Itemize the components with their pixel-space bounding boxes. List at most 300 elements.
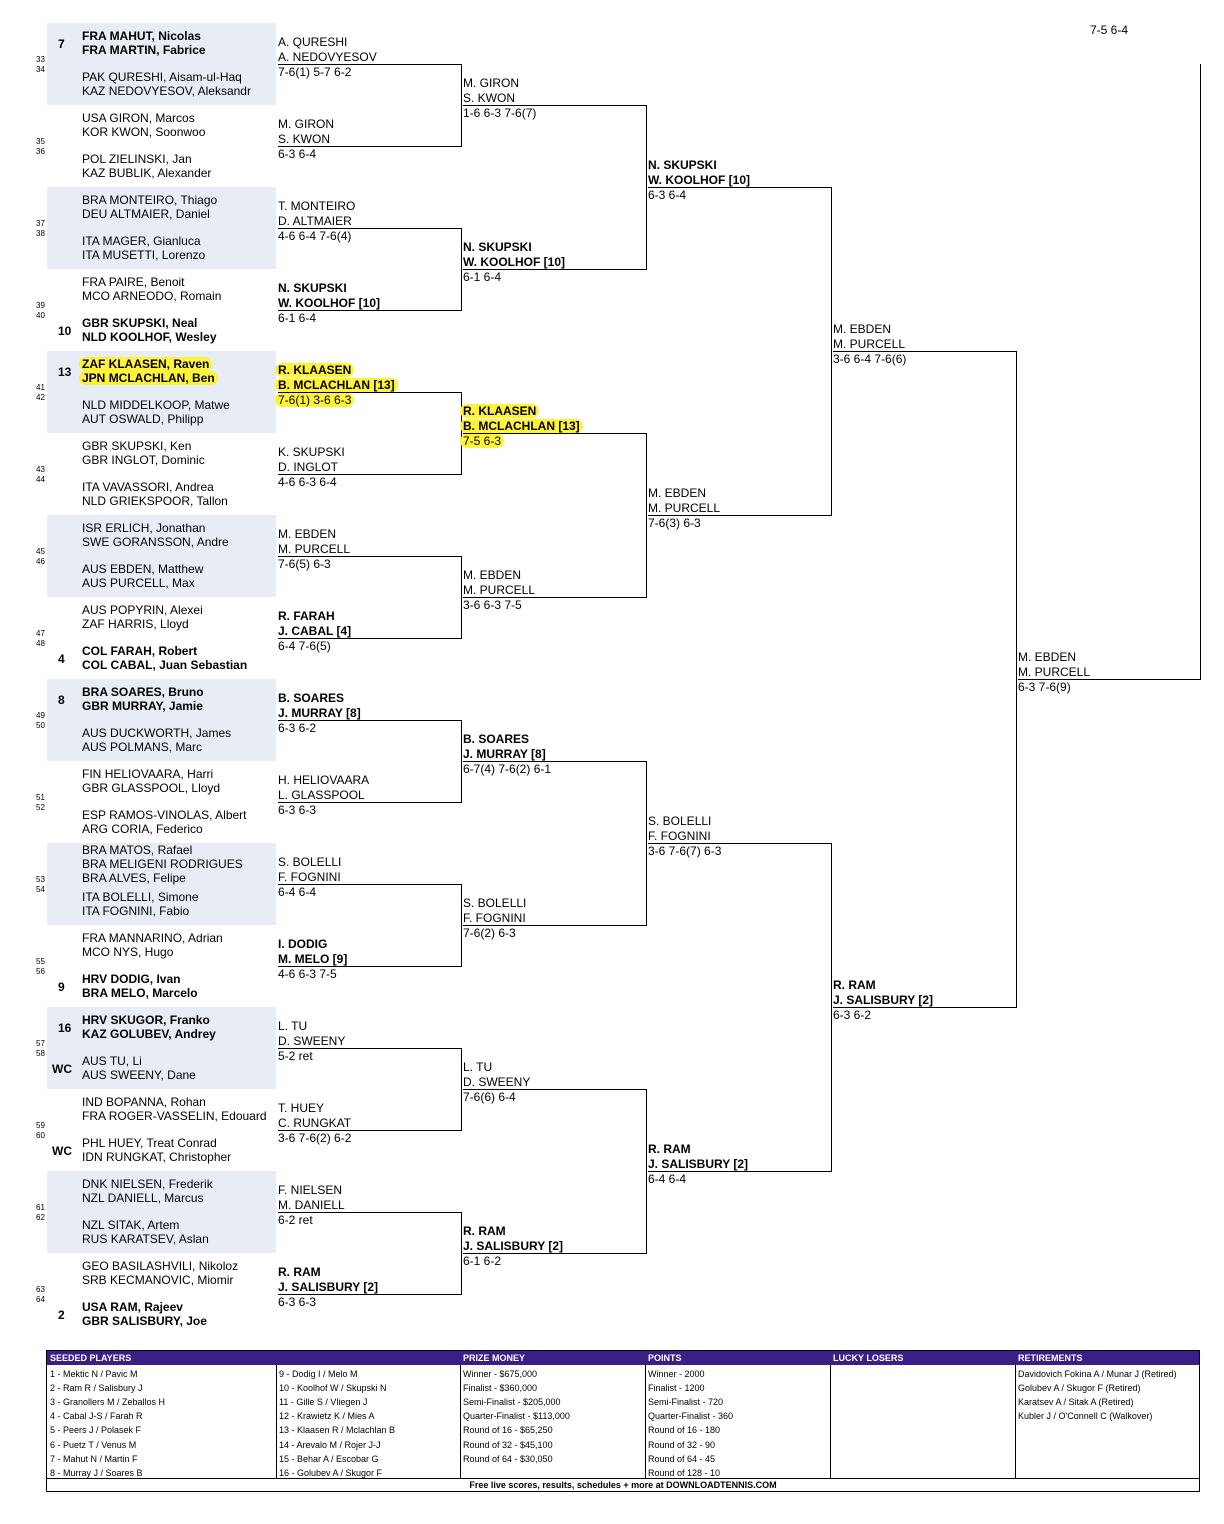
team-player-row xyxy=(82,658,247,672)
prize-money-item: Round of 16 - $65,250 xyxy=(463,1425,553,1436)
draw-number: 36 xyxy=(36,147,45,156)
prize-money-item: Semi-Finalist - $205,000 xyxy=(463,1397,561,1408)
winner-line-2 xyxy=(278,1198,345,1212)
player-entry xyxy=(82,535,229,549)
winner-name-2: D. SWEENY xyxy=(278,1034,346,1048)
draw-number: 41 xyxy=(36,383,45,392)
seeded-team: 7 - Mahut N / Martin F xyxy=(50,1453,138,1464)
draw-number: 57 xyxy=(36,1039,45,1048)
match-score xyxy=(278,229,351,243)
player-entry xyxy=(82,1300,183,1314)
winner-line-1 xyxy=(648,1142,691,1156)
player-entry xyxy=(82,521,205,535)
player-entry xyxy=(82,70,242,84)
draw-number: 45 xyxy=(36,547,45,556)
player-entry xyxy=(82,562,203,576)
country-code: NLD xyxy=(82,494,107,508)
country-code: COL xyxy=(82,658,108,672)
team-player-row xyxy=(82,931,223,945)
country-code: FIN xyxy=(82,767,102,781)
winner-name-1: B. SOARES xyxy=(278,691,345,705)
draw-number: 58 xyxy=(36,1049,45,1058)
points-item: Round of 16 - 180 xyxy=(648,1425,721,1436)
bracket-connector xyxy=(461,884,462,967)
draw-number: 43 xyxy=(36,465,45,474)
team-player-row xyxy=(82,1150,231,1164)
player-name: ALVES, Felipe xyxy=(108,871,186,885)
country-code: SWE xyxy=(82,535,110,549)
country-code: AUS xyxy=(82,562,107,576)
points-item: Semi-Finalist - 720 xyxy=(648,1397,724,1408)
team-player-row xyxy=(82,843,192,857)
winner-line-2 xyxy=(833,993,933,1007)
player-entry xyxy=(82,248,205,262)
bracket-line xyxy=(278,1212,461,1213)
winner-name-1: K. SKUPSKI xyxy=(278,445,345,459)
team-player-row xyxy=(82,1218,179,1232)
match-score xyxy=(278,393,354,407)
country-code: AUS xyxy=(82,740,107,754)
winner-line-2 xyxy=(463,1239,563,1253)
winner-line-1 xyxy=(1018,650,1076,664)
winner-line-2 xyxy=(463,911,526,925)
winner-line-1 xyxy=(833,978,876,992)
winner-name-2: S. KWON xyxy=(463,91,516,105)
winner-name-1: T. MONTEIRO xyxy=(278,199,356,213)
draw-number: 52 xyxy=(36,803,45,812)
score-text: 3-6 6-4 7-6(6) xyxy=(833,352,907,366)
draw-number: 51 xyxy=(36,793,45,802)
winner-name-2: M. PURCELL xyxy=(1018,665,1091,679)
country-code: ITA xyxy=(82,234,100,248)
seed-label: 2 xyxy=(58,1308,65,1322)
country-code: KAZ xyxy=(82,1027,107,1041)
player-name: SWEENY, Dane xyxy=(110,1068,196,1082)
player-entry xyxy=(82,808,247,822)
player-entry xyxy=(82,125,205,139)
player-entry xyxy=(82,617,189,631)
match-score xyxy=(463,1090,516,1104)
match-score xyxy=(648,1172,686,1186)
bracket-line xyxy=(278,884,461,885)
team-player-row xyxy=(82,1300,183,1314)
bracket-line xyxy=(463,925,646,926)
retirement-item: Davidovich Fokina A / Munar J (Retired) xyxy=(1018,1369,1177,1379)
winner-name-1: M. EBDEN xyxy=(833,322,892,336)
seeded-team: 5 - Peers J / Polasek F xyxy=(50,1425,142,1436)
player-entry xyxy=(82,480,214,494)
country-code: BRA xyxy=(82,193,107,207)
score-text: 3-6 7-6(7) 6-3 xyxy=(648,844,722,858)
bracket-line xyxy=(278,556,461,557)
winner-line-1 xyxy=(463,76,519,90)
player-entry xyxy=(82,871,186,885)
seeded-team: 11 - Gille S / Vliegen J xyxy=(279,1397,368,1408)
winner-name-2: J. MURRAY [8] xyxy=(278,706,361,720)
bracket-line xyxy=(648,1171,831,1172)
bracket-line xyxy=(463,269,646,270)
player-name: BOLELLI, Simone xyxy=(102,890,199,904)
player-entry xyxy=(82,1259,238,1273)
player-entry xyxy=(82,316,197,330)
winner-name-2: J. SALISBURY [2] xyxy=(463,1239,564,1253)
seeded-team: 2 - Ram R / Salisbury J xyxy=(50,1383,143,1394)
player-entry xyxy=(82,658,247,672)
draw-number: 47 xyxy=(36,629,45,638)
country-code: GBR xyxy=(82,453,109,467)
winner-name-1: S. BOLELLI xyxy=(278,855,342,869)
winner-line-1 xyxy=(278,281,347,295)
winner-line-1 xyxy=(278,1101,324,1115)
country-code: USA xyxy=(82,1300,107,1314)
winner-line-2 xyxy=(463,419,583,433)
winner-line-2 xyxy=(278,788,365,802)
winner-name-1: R. KLAASEN xyxy=(275,363,354,377)
score-text: 6-3 6-3 xyxy=(278,1295,317,1309)
player-entry xyxy=(82,289,221,303)
seed-label: 4 xyxy=(58,652,65,666)
score-text: 7-6(2) 6-3 xyxy=(463,926,516,940)
team-player-row xyxy=(82,494,228,508)
player-name: BOPANNA, Rohan xyxy=(106,1095,206,1109)
match-score xyxy=(463,1254,501,1268)
player-name: FARAH, Robert xyxy=(110,644,198,658)
team-player-row xyxy=(82,234,201,248)
draw-number: 38 xyxy=(36,229,45,238)
team-player-row xyxy=(82,84,251,98)
player-name: SKUPSKI, Neal xyxy=(112,316,198,330)
winner-name-1: M. EBDEN xyxy=(1018,650,1077,664)
draw-number: 60 xyxy=(36,1131,45,1140)
prize-money-item: Finalist - $360,000 xyxy=(463,1383,538,1394)
bracket-line xyxy=(278,310,461,311)
winner-line-1 xyxy=(463,1224,506,1238)
player-name: BUBLIK, Alexander xyxy=(108,166,212,180)
player-entry xyxy=(82,1177,213,1191)
team-player-row xyxy=(82,521,205,535)
winner-line-2 xyxy=(278,870,341,884)
winner-line-1 xyxy=(463,568,521,582)
team-player-row xyxy=(82,822,203,836)
winner-line-2 xyxy=(648,1157,748,1171)
winner-name-2: M. PURCELL xyxy=(833,337,906,351)
team-player-row xyxy=(82,316,197,330)
country-code: AUS xyxy=(82,726,107,740)
player-name: NIELSEN, Frederik xyxy=(110,1177,213,1191)
winner-line-2 xyxy=(278,706,361,720)
winner-line-2 xyxy=(463,255,565,269)
team-player-row xyxy=(82,330,217,344)
player-name: GRIEKSPOOR, Tallon xyxy=(109,494,228,508)
winner-line-2 xyxy=(833,337,905,351)
winner-line-2 xyxy=(463,583,535,597)
player-name: MAHUT, Nicolas xyxy=(109,29,201,43)
country-code: NLD xyxy=(82,330,107,344)
country-code: FRA xyxy=(82,275,106,289)
score-text: 6-3 7-6(9) xyxy=(1018,680,1071,694)
player-entry xyxy=(82,576,195,590)
score-text: 6-1 6-4 xyxy=(463,270,502,284)
bracket-connector xyxy=(646,433,647,598)
winner-line-2 xyxy=(463,91,515,105)
team-player-row xyxy=(82,685,204,699)
team-player-row xyxy=(82,904,189,918)
player-name: ARNEODO, Romain xyxy=(112,289,222,303)
player-entry xyxy=(82,986,198,1000)
team-player-row xyxy=(82,1259,238,1273)
player-entry xyxy=(82,1218,179,1232)
bracket-line xyxy=(278,1130,461,1131)
country-code: FRA xyxy=(82,931,106,945)
match-score xyxy=(278,639,331,653)
player-entry xyxy=(82,685,204,699)
player-name: MCLACHLAN, Ben xyxy=(108,371,215,385)
country-code: PAK xyxy=(82,70,106,84)
player-name: KLAASEN, Raven xyxy=(108,357,210,371)
score-text: 1-6 6-3 7-6(7) xyxy=(463,106,537,120)
points-item: Finalist - 1200 xyxy=(648,1383,705,1394)
col-lucky-losers xyxy=(830,1365,1016,1478)
player-name: BASILASHVILI, Nikoloz xyxy=(112,1259,239,1273)
winner-line-1 xyxy=(278,1019,307,1033)
draw-number: 40 xyxy=(36,311,45,320)
player-name: DANIELL, Marcus xyxy=(107,1191,204,1205)
winner-name-2: F. FOGNINI xyxy=(463,911,526,925)
winner-name-1: R. FARAH xyxy=(278,609,335,623)
player-name: MONTEIRO, Thiago xyxy=(109,193,218,207)
bracket-line xyxy=(278,64,461,65)
score-text: 4-6 6-4 7-6(4) xyxy=(278,229,352,243)
winner-line-1 xyxy=(278,855,341,869)
bracket-line xyxy=(278,228,461,229)
player-entry xyxy=(82,1150,231,1164)
score-text: 6-4 6-4 xyxy=(648,1172,687,1186)
summary-table-header xyxy=(47,1351,1199,1365)
country-code: ITA xyxy=(82,480,100,494)
bracket-line xyxy=(463,761,646,762)
seeded-team: 6 - Puetz T / Venus M xyxy=(50,1439,137,1450)
seed-label: WC xyxy=(52,1144,72,1158)
winner-line-2 xyxy=(648,829,711,843)
player-entry xyxy=(82,207,210,221)
team-player-row xyxy=(82,166,211,180)
match-score xyxy=(278,1049,313,1063)
bracket-line xyxy=(278,802,461,803)
draw-number: 56 xyxy=(36,967,45,976)
team-player-row xyxy=(82,726,231,740)
player-name: KOOLHOF, Wesley xyxy=(110,330,217,344)
score-text: 7-6(6) 6-4 xyxy=(463,1090,516,1104)
player-name: PAIRE, Benoit xyxy=(108,275,185,289)
player-entry xyxy=(82,494,228,508)
match-score xyxy=(648,844,721,858)
prize-money-item: Round of 32 - $45,100 xyxy=(463,1439,553,1450)
seed-label: WC xyxy=(52,1062,72,1076)
score-text: 6-7(4) 7-6(2) 6-1 xyxy=(463,762,552,776)
bracket-line xyxy=(278,638,461,639)
winner-line-1 xyxy=(648,158,717,172)
player-entry xyxy=(82,29,201,43)
bracket-connector xyxy=(1016,351,1017,1008)
player-name: NYS, Hugo xyxy=(113,945,174,959)
country-code: BRA xyxy=(82,986,108,1000)
winner-name-2: M. PURCELL xyxy=(278,542,351,556)
country-code: USA xyxy=(82,111,107,125)
player-entry xyxy=(82,1068,196,1082)
bracket-connector xyxy=(461,1048,462,1131)
player-entry xyxy=(79,371,218,385)
winner-name-1: M. GIRON xyxy=(463,76,519,90)
country-code: ZAF xyxy=(82,357,106,371)
seeded-team: 1 - Mektic N / Pavic M xyxy=(50,1369,138,1379)
winner-line-2 xyxy=(463,1075,530,1089)
bracket-connector xyxy=(461,556,462,639)
match-score xyxy=(648,516,701,530)
player-name: DUCKWORTH, James xyxy=(110,726,232,740)
team-player-row xyxy=(82,357,212,371)
player-entry xyxy=(82,890,199,904)
country-code: FRA xyxy=(82,29,107,43)
score-text: 4-6 6-3 7-5 xyxy=(278,967,337,981)
score-text: 6-3 6-4 xyxy=(648,188,687,202)
score-text: 6-3 6-2 xyxy=(833,1008,872,1022)
header-retirements: RETIREMENTS xyxy=(1018,1353,1083,1363)
seed-label: 7 xyxy=(58,37,65,51)
country-code: ESP xyxy=(82,808,106,822)
player-name: GLASSPOOL, Lloyd xyxy=(111,781,221,795)
score-text: 6-4 7-6(5) xyxy=(278,639,331,653)
country-code: ISR xyxy=(82,521,103,535)
winner-name-2: B. MCLACHLAN [13] xyxy=(275,378,398,392)
bracket-line xyxy=(463,597,646,598)
winner-line-2 xyxy=(278,1034,345,1048)
match-score xyxy=(463,434,504,448)
bracket-line xyxy=(648,515,831,516)
player-name: POLMANS, Marc xyxy=(110,740,203,754)
country-code: BRA xyxy=(82,685,108,699)
player-entry xyxy=(82,166,211,180)
country-code: BRA xyxy=(82,857,107,871)
match-score xyxy=(278,1213,313,1227)
winner-name-1: N. SKUPSKI xyxy=(278,281,347,295)
team-player-row xyxy=(82,808,247,822)
country-code: GBR xyxy=(82,1314,109,1328)
draw-number: 53 xyxy=(36,875,45,884)
player-name: GOLUBEV, Andrey xyxy=(110,1027,216,1041)
bracket-line xyxy=(278,392,461,393)
winner-line-2 xyxy=(278,132,330,146)
retirement-item: Karatsev A / Sitak A (Retired) xyxy=(1018,1397,1134,1408)
player-name: MURRAY, Jamie xyxy=(112,699,203,713)
bracket-line xyxy=(278,1048,461,1049)
team-player-row xyxy=(82,29,201,43)
winner-name-2: D. SWEENY xyxy=(463,1075,531,1089)
player-entry xyxy=(82,1232,209,1246)
bracket-line xyxy=(648,843,831,844)
team-player-row xyxy=(82,43,206,57)
winner-name-1: N. SKUPSKI xyxy=(648,158,717,172)
team-player-row xyxy=(82,70,242,84)
player-name: KECMANOVIC, Miomir xyxy=(110,1273,234,1287)
country-code: DEU xyxy=(82,207,108,221)
winner-name-2: W. KOOLHOF [10] xyxy=(648,173,750,187)
player-name: MATOS, Rafael xyxy=(109,843,193,857)
points-item: Round of 32 - 90 xyxy=(648,1439,716,1450)
player-entry xyxy=(82,111,195,125)
winner-line-2 xyxy=(278,1116,351,1130)
player-entry xyxy=(82,1136,217,1150)
player-name: KARATSEV, Aslan xyxy=(110,1232,209,1246)
team-player-row xyxy=(82,603,203,617)
seed-label: 10 xyxy=(58,324,72,338)
score-text: 3-6 6-3 7-5 xyxy=(463,598,522,612)
winner-name-1: S. BOLELLI xyxy=(463,896,527,910)
player-name: INGLOT, Dominic xyxy=(111,453,205,467)
winner-line-1 xyxy=(278,609,335,623)
score-text: 6-3 6-2 xyxy=(278,721,317,735)
team-player-row xyxy=(82,125,205,139)
seeded-team: 3 - Granollers M / Zeballos H xyxy=(50,1397,166,1408)
match-score xyxy=(1018,680,1071,694)
country-code: AUS xyxy=(82,1054,107,1068)
top-score: 7-5 6-4 xyxy=(1090,23,1129,37)
country-code: NZL xyxy=(82,1191,105,1205)
winner-line-1 xyxy=(463,240,532,254)
draw-number: 46 xyxy=(36,557,45,566)
team-player-row xyxy=(82,781,220,795)
match-score xyxy=(463,270,501,284)
winner-line-2 xyxy=(648,173,750,187)
winner-line-1 xyxy=(648,814,711,828)
bracket-connector xyxy=(461,720,462,803)
team-player-row xyxy=(82,1013,210,1027)
winner-name-2: J. MURRAY [8] xyxy=(463,747,546,761)
country-code: KOR xyxy=(82,125,109,139)
player-name: KWON, Soonwoo xyxy=(111,125,206,139)
player-entry xyxy=(82,972,180,986)
player-entry xyxy=(82,275,185,289)
country-code: ITA xyxy=(82,890,100,904)
bracket-connector xyxy=(831,843,832,1172)
player-entry xyxy=(82,234,201,248)
footer-link-text[interactable]: Free live scores, results, schedules + more at DOWNLOADTENNIS.COM xyxy=(47,1478,1199,1493)
bracket-line xyxy=(648,187,831,188)
winner-name-2: J. SALISBURY [2] xyxy=(833,993,934,1007)
player-entry xyxy=(82,931,223,945)
team-player-row xyxy=(82,767,213,781)
team-player-row xyxy=(82,857,243,871)
match-score xyxy=(278,65,351,79)
player-name: ZIELINSKI, Jan xyxy=(108,152,192,166)
score-text: 7-6(1) 3-6 6-3 xyxy=(275,393,354,407)
seeded-team: 4 - Cabal J-S / Farah R xyxy=(50,1411,143,1422)
winner-name-2: J. SALISBURY [2] xyxy=(278,1280,379,1294)
country-code: AUS xyxy=(82,1068,107,1082)
score-text: 6-1 6-2 xyxy=(463,1254,502,1268)
player-entry xyxy=(82,1095,206,1109)
player-entry xyxy=(82,904,189,918)
winner-name-1: R. RAM xyxy=(278,1265,321,1279)
summary-table xyxy=(46,1350,1200,1492)
seed-label: 8 xyxy=(58,693,65,707)
bracket-line xyxy=(463,1253,646,1254)
winner-line-1 xyxy=(278,363,354,377)
match-score xyxy=(278,311,316,325)
team-player-row xyxy=(82,439,191,453)
country-code: GBR xyxy=(82,439,109,453)
prize-money-item: Quarter-Finalist - $113,000 xyxy=(463,1411,570,1422)
winner-name-2: J. SALISBURY [2] xyxy=(648,1157,749,1171)
